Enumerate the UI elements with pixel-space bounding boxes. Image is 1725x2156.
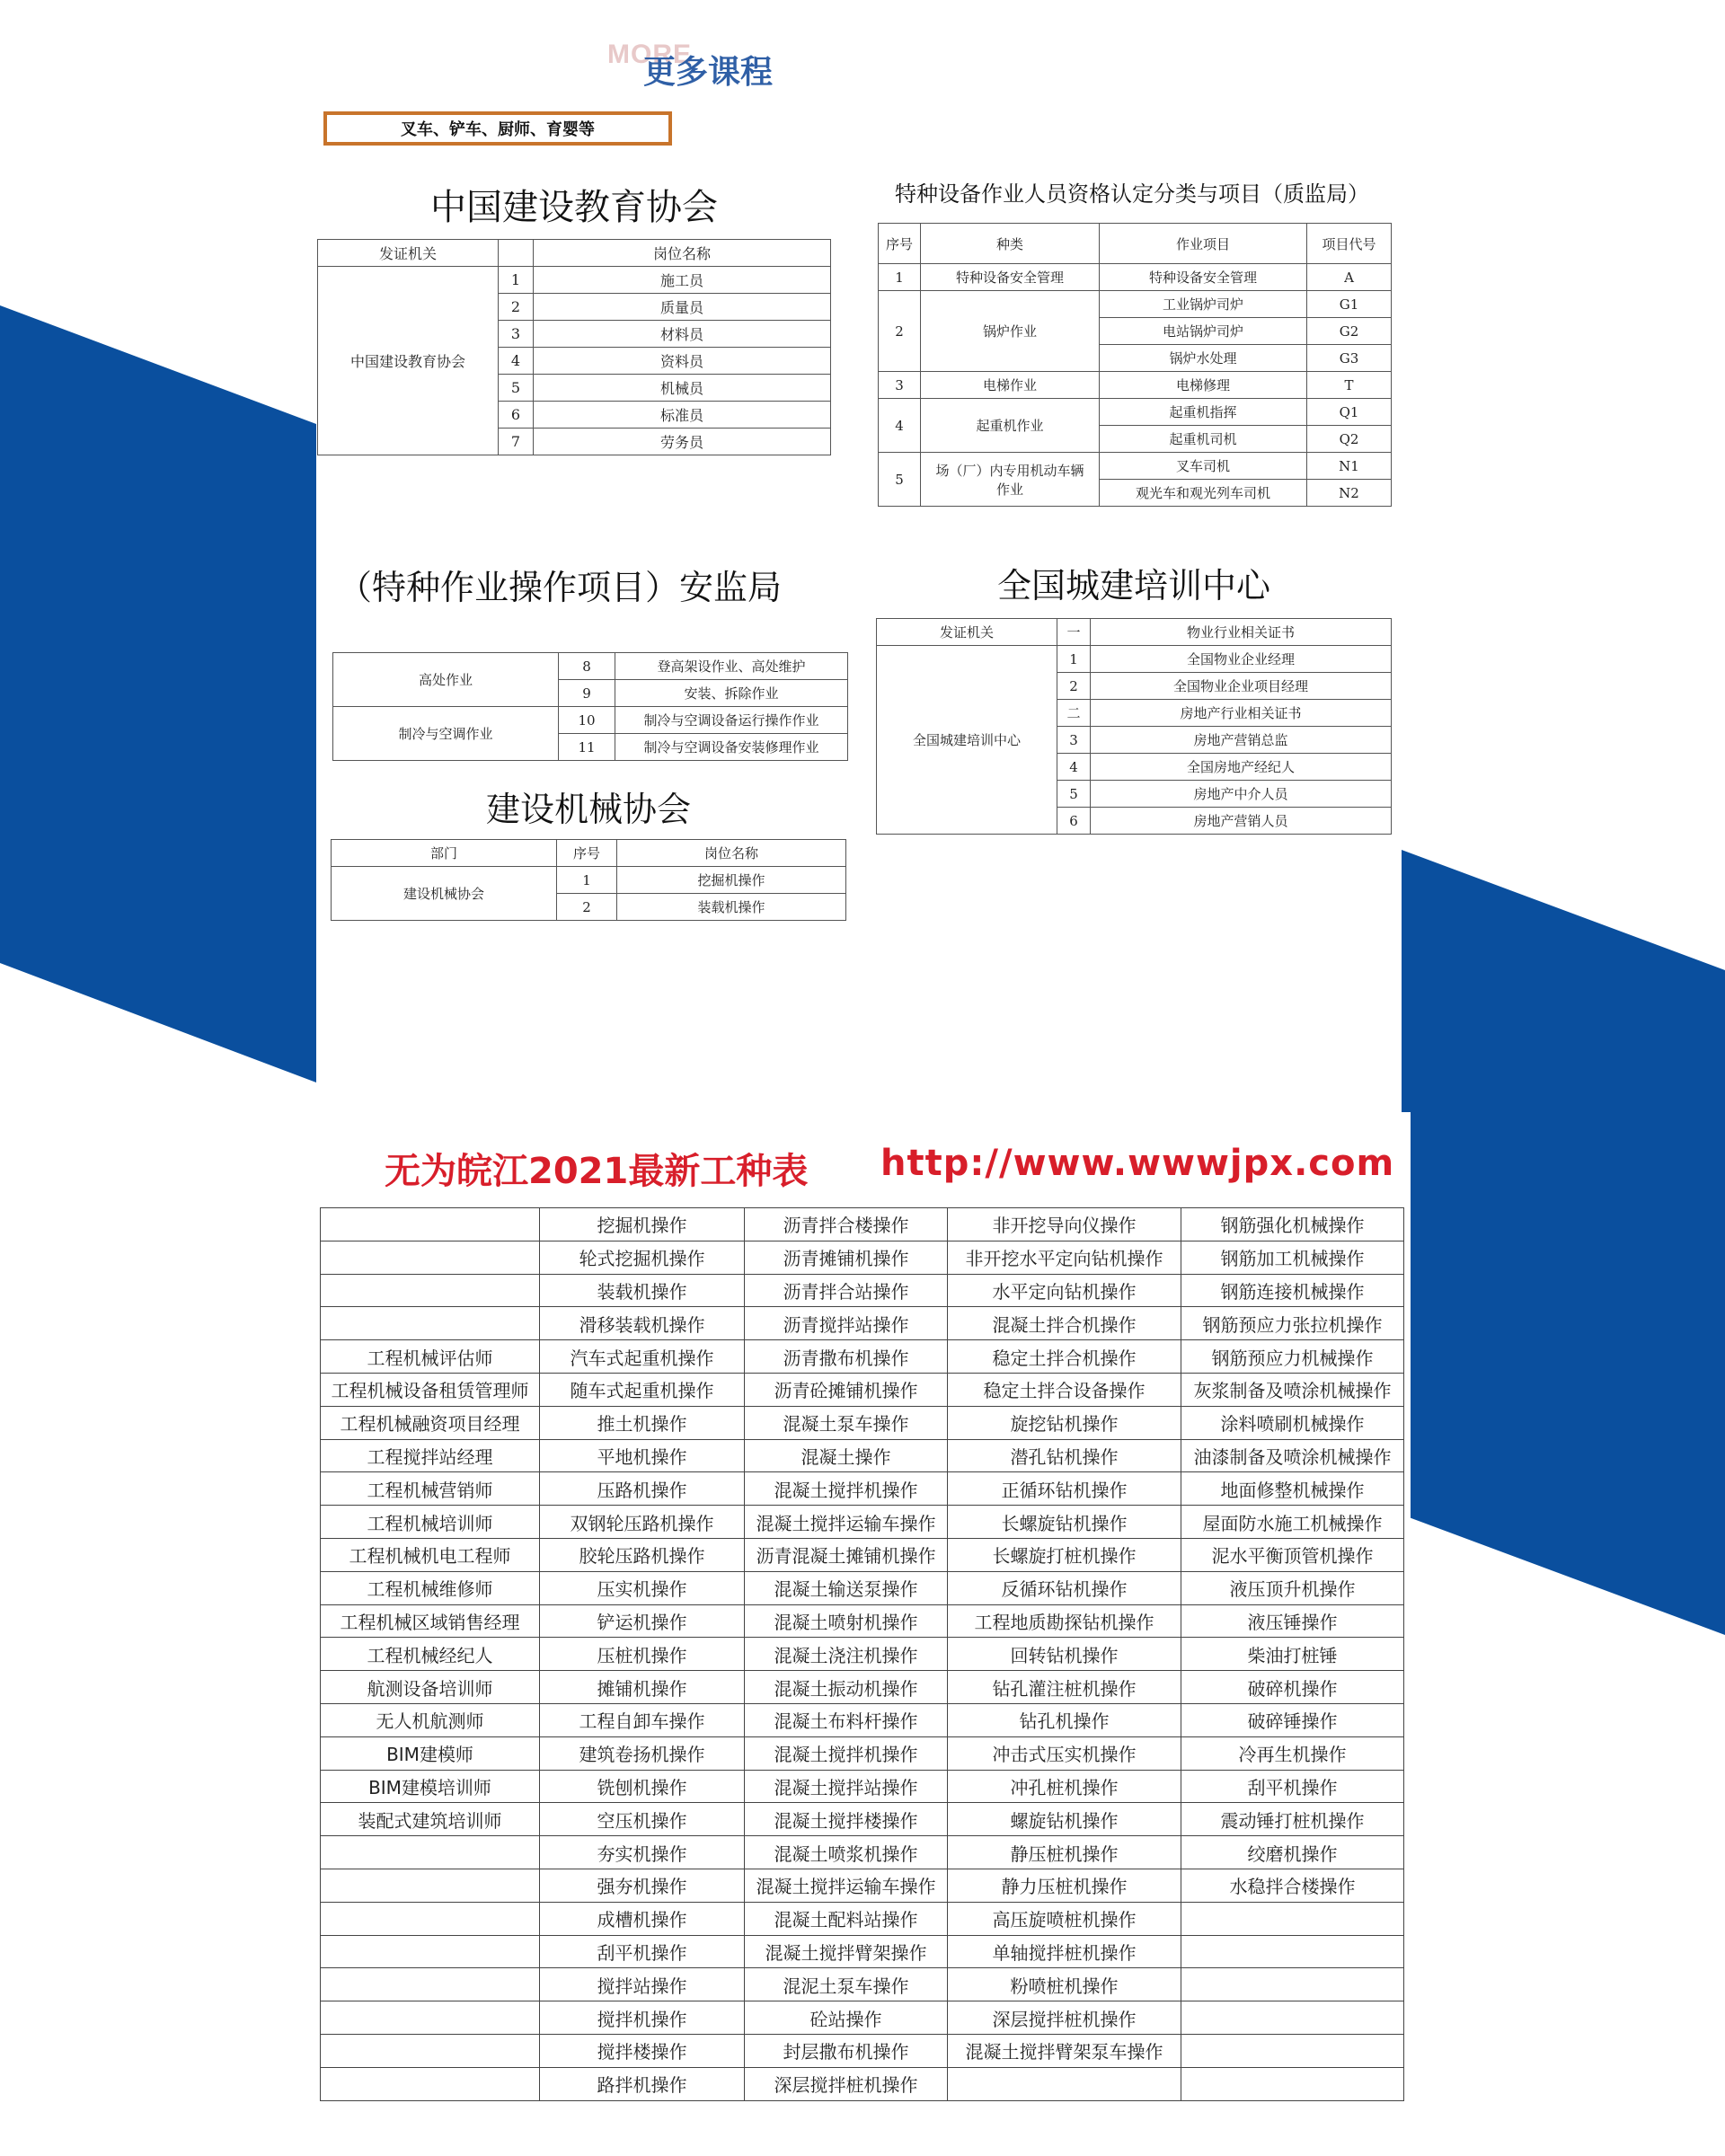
worktype-cell: 混凝土搅拌站操作	[745, 1770, 948, 1803]
code-cell: N1	[1307, 453, 1392, 480]
item-cell: 房地产营销人员	[1091, 808, 1392, 835]
worktype-cell: 搅拌站操作	[540, 1968, 745, 2001]
worktype-cell	[321, 1935, 540, 1968]
category-cell: 制冷与空调作业	[333, 707, 559, 761]
jixie-table	[331, 839, 846, 921]
worktype-cell: 双钢轮压路机操作	[540, 1506, 745, 1539]
left-blue-band	[0, 305, 316, 1082]
table-row	[321, 1307, 1404, 1340]
panel-title: 中国建设教育协会	[430, 187, 718, 228]
worktype-cell	[321, 1902, 540, 1935]
worktype-cell	[321, 1836, 540, 1869]
worktype-cell: 螺旋钻机操作	[948, 1803, 1181, 1836]
worktype-cell: 钢筋连接机械操作	[1181, 1274, 1404, 1307]
worktype-cell: 冲击式压实机操作	[948, 1736, 1181, 1770]
worktype-cell: 混凝土泵车操作	[745, 1406, 948, 1439]
header-cell: 岗位名称	[617, 840, 846, 867]
index-cell: 9	[559, 680, 615, 707]
table-row	[333, 653, 848, 680]
position-cell: 资料员	[534, 348, 831, 375]
worktype-cell: 无人机航测师	[321, 1703, 540, 1736]
worktype-cell: 工程机械机电工程师	[321, 1538, 540, 1571]
worktype-cell: 非开挖导向仪操作	[948, 1208, 1181, 1241]
table-row	[321, 1604, 1404, 1638]
header-cell: 发证机关	[877, 619, 1057, 646]
table-row	[879, 264, 1392, 291]
table-row	[321, 1638, 1404, 1671]
index-cell: 4	[499, 348, 534, 375]
worktype-cell: 工程机械设备租赁管理师	[321, 1373, 540, 1406]
worktype-cell: 灰浆制备及喷涂机械操作	[1181, 1373, 1404, 1406]
index-cell: 2	[499, 294, 534, 321]
table-row	[321, 2067, 1404, 2100]
index-cell: 5	[879, 453, 921, 507]
table-row	[321, 1439, 1404, 1472]
worktype-cell: 沥青拌合楼操作	[745, 1208, 948, 1241]
worktype-cell	[1181, 2034, 1404, 2067]
worktype-cell: 深层搅拌桩机操作	[745, 2067, 948, 2100]
code-cell: Q2	[1307, 426, 1392, 453]
table-row	[321, 1803, 1404, 1836]
worktype-cell: 稳定土拌合机操作	[948, 1340, 1181, 1374]
table-row	[321, 1770, 1404, 1803]
category-cell: 场（厂）内专用机动车辆作业	[921, 453, 1100, 507]
worktype-cell: 绞磨机操作	[1181, 1836, 1404, 1869]
worktype-cell: 旋挖钻机操作	[948, 1406, 1181, 1439]
worktype-cell	[1181, 1968, 1404, 2001]
table-row	[321, 1902, 1404, 1935]
item-cell: 物业行业相关证书	[1091, 619, 1392, 646]
worktype-cell	[321, 1241, 540, 1274]
index-cell: 3	[879, 372, 921, 399]
worktype-cell: 平地机操作	[540, 1439, 745, 1472]
worktype-cell: 混凝土喷射机操作	[745, 1604, 948, 1638]
worktype-cell: 铣刨机操作	[540, 1770, 745, 1803]
worktype-cell	[321, 2034, 540, 2067]
index-cell: 4	[879, 399, 921, 453]
panel-jixie	[329, 782, 848, 925]
item-cell: 房地产营销总监	[1091, 727, 1392, 754]
worktype-cell: 液压锤操作	[1181, 1604, 1404, 1638]
worktype-cell: 砼站操作	[745, 2001, 948, 2035]
table-row	[879, 453, 1392, 480]
worktype-cell: 泥水平衡顶管机操作	[1181, 1538, 1404, 1571]
item-cell: 起重机司机	[1100, 426, 1307, 453]
table-row	[321, 1406, 1404, 1439]
worktype-cell: 混凝土搅拌臂架泵车操作	[948, 2034, 1181, 2067]
position-cell: 挖掘机操作	[617, 867, 846, 894]
worktype-cell: 胶轮压路机操作	[540, 1538, 745, 1571]
worktype-cell: 混凝土浇注机操作	[745, 1638, 948, 1671]
table-row	[321, 2034, 1404, 2067]
item-cell: 制冷与空调设备安装修理作业	[615, 734, 848, 761]
index-cell: 6	[499, 402, 534, 429]
worktype-cell: 工程机械经纪人	[321, 1638, 540, 1671]
worktype-cell: 航测设备培训师	[321, 1671, 540, 1704]
item-cell: 全国房地产经纪人	[1091, 754, 1392, 781]
index-cell: 2	[879, 291, 921, 372]
header-cell: 序号	[557, 840, 617, 867]
worktype-cell: 成槽机操作	[540, 1902, 745, 1935]
worktype-cell: 钻孔机操作	[948, 1703, 1181, 1736]
index-cell: 2	[1057, 673, 1091, 700]
table-row	[321, 1571, 1404, 1604]
position-cell: 机械员	[534, 375, 831, 402]
worktype-cell: 混凝土搅拌楼操作	[745, 1803, 948, 1836]
code-cell: G1	[1307, 291, 1392, 318]
worktype-cell: 回转钻机操作	[948, 1638, 1181, 1671]
header-cell: 部门	[332, 840, 557, 867]
worktype-cell	[321, 1307, 540, 1340]
header-cell: 序号	[879, 224, 921, 264]
worktype-cell: 推土机操作	[540, 1406, 745, 1439]
worktype-cell: 挖掘机操作	[540, 1208, 745, 1241]
worktype-cell: 工程机械融资项目经理	[321, 1406, 540, 1439]
worktype-cell: 混泥土泵车操作	[745, 1968, 948, 2001]
header-cell: 项目代号	[1307, 224, 1392, 264]
worktype-cell: 潜孔钻机操作	[948, 1439, 1181, 1472]
position-cell: 劳务员	[534, 429, 831, 455]
worktype-cell: 工程地质勘探钻机操作	[948, 1604, 1181, 1638]
table-row	[879, 372, 1392, 399]
worktype-cell: 反循环钻机操作	[948, 1571, 1181, 1604]
code-cell: G2	[1307, 318, 1392, 345]
worktype-cell: 随车式起重机操作	[540, 1373, 745, 1406]
position-cell: 质量员	[534, 294, 831, 321]
index-cell: 4	[1057, 754, 1091, 781]
worktype-cell: 沥青混凝土摊铺机操作	[745, 1538, 948, 1571]
category-cell: 电梯作业	[921, 372, 1100, 399]
worktype-cell: 长螺旋打桩机操作	[948, 1538, 1181, 1571]
worktype-cell: 屋面防水施工机械操作	[1181, 1506, 1404, 1539]
worktype-cell: 压实机操作	[540, 1571, 745, 1604]
table-row	[321, 1373, 1404, 1406]
worktype-cell: 静力压桩机操作	[948, 1869, 1181, 1902]
worktype-cell: 柴油打桩锤	[1181, 1638, 1404, 1671]
worktype-cell: 空压机操作	[540, 1803, 745, 1836]
index-cell: 1	[1057, 646, 1091, 673]
worktype-cell: 滑移装载机操作	[540, 1307, 745, 1340]
worktype-cell	[321, 1274, 540, 1307]
worktype-cell: 工程机械评估师	[321, 1340, 540, 1374]
index-cell: 11	[559, 734, 615, 761]
index-cell: 3	[499, 321, 534, 348]
worktype-cell: 工程机械维修师	[321, 1571, 540, 1604]
worktype-cell: 混凝土振动机操作	[745, 1671, 948, 1704]
worktype-cell: 混凝土配料站操作	[745, 1902, 948, 1935]
worktype-cell: 工程机械区域销售经理	[321, 1604, 540, 1638]
table-row	[321, 1703, 1404, 1736]
worktype-cell: 混凝土输送泵操作	[745, 1571, 948, 1604]
worktype-cell	[321, 2067, 540, 2100]
worktype-cell: 刮平机操作	[540, 1935, 745, 1968]
item-cell: 安装、拆除作业	[615, 680, 848, 707]
worktype-cell: 混凝土搅拌机操作	[745, 1472, 948, 1506]
index-cell: 二	[1057, 700, 1091, 727]
item-cell: 电梯修理	[1100, 372, 1307, 399]
worktype-cell: 压桩机操作	[540, 1638, 745, 1671]
worktype-cell: 沥青砼摊铺机操作	[745, 1373, 948, 1406]
table-row	[877, 646, 1392, 673]
table-row	[321, 1538, 1404, 1571]
worktype-cell: 地面修整机械操作	[1181, 1472, 1404, 1506]
jianshe-table	[317, 239, 831, 455]
index-cell: 8	[559, 653, 615, 680]
worktype-cell: 搅拌机操作	[540, 2001, 745, 2035]
panel-title: 建设机械协会	[485, 790, 691, 829]
worktype-cell: 稳定土拌合设备操作	[948, 1373, 1181, 1406]
item-cell: 登高架设作业、高处维护	[615, 653, 848, 680]
worktype-cell: 静压桩机操作	[948, 1836, 1181, 1869]
worktype-cell: 破碎机操作	[1181, 1671, 1404, 1704]
org-cell: 全国城建培训中心	[877, 646, 1057, 835]
worktype-cell: 钢筋预应力张拉机操作	[1181, 1307, 1404, 1340]
table-header-row	[877, 619, 1392, 646]
org-cell: 建设机械协会	[332, 867, 557, 921]
panel-tezhong	[877, 165, 1393, 528]
index-cell: 5	[499, 375, 534, 402]
code-cell: N2	[1307, 480, 1392, 507]
worktype-cell: 轮式挖掘机操作	[540, 1241, 745, 1274]
worktype-cell: BIM建模师	[321, 1736, 540, 1770]
category-cell: 锅炉作业	[921, 291, 1100, 372]
anjian-table	[332, 652, 848, 761]
worktype-cell	[321, 1208, 540, 1241]
worktype-cell	[1181, 2067, 1404, 2100]
worktype-cell: 混凝土搅拌运输车操作	[745, 1506, 948, 1539]
worktype-cell: 夯实机操作	[540, 1836, 745, 1869]
code-cell: A	[1307, 264, 1392, 291]
worktype-cell	[1181, 2001, 1404, 2035]
worktype-cell: 强夯机操作	[540, 1869, 745, 1902]
index-cell: 10	[559, 707, 615, 734]
worktype-cell: 沥青撒布机操作	[745, 1340, 948, 1374]
item-cell: 房地产中介人员	[1091, 781, 1392, 808]
panel-title: 全国城建培训中心	[996, 566, 1270, 605]
table-row	[879, 399, 1392, 426]
worktype-cell: 破碎锤操作	[1181, 1703, 1404, 1736]
index-cell: 1	[879, 264, 921, 291]
worktype-cell: 摊铺机操作	[540, 1671, 745, 1704]
worktype-table	[320, 1207, 1404, 2101]
worktype-cell: 装载机操作	[540, 1274, 745, 1307]
worktype-cell: 混凝土操作	[745, 1439, 948, 1472]
table-row	[321, 1836, 1404, 1869]
panel-title: （特种作业操作项目）安监局	[338, 568, 783, 607]
table-row	[321, 1506, 1404, 1539]
worktype-cell: 工程机械培训师	[321, 1506, 540, 1539]
index-cell: 6	[1057, 808, 1091, 835]
worktype-cell: 搅拌楼操作	[540, 2034, 745, 2067]
worktype-cell: 油漆制备及喷涂机械操作	[1181, 1439, 1404, 1472]
item-cell: 起重机指挥	[1100, 399, 1307, 426]
table-row	[321, 1736, 1404, 1770]
worktype-cell: 压路机操作	[540, 1472, 745, 1506]
worktype-cell: 装配式建筑培训师	[321, 1803, 540, 1836]
code-cell: G3	[1307, 345, 1392, 372]
worktype-cell: 单轴搅拌桩机操作	[948, 1935, 1181, 1968]
chengjian-table	[876, 618, 1392, 835]
table-row	[879, 291, 1392, 318]
header-cell: 岗位名称	[534, 240, 831, 267]
worktype-cell: 混凝土搅拌运输车操作	[745, 1869, 948, 1902]
worktype-cell: 粉喷桩机操作	[948, 1968, 1181, 2001]
website-link[interactable]: http://www.wwwjpx.com	[880, 1143, 1395, 1184]
index-cell: 7	[499, 429, 534, 455]
table-row	[321, 1935, 1404, 1968]
code-cell: T	[1307, 372, 1392, 399]
index-cell: 3	[1057, 727, 1091, 754]
worktype-cell: 混凝土拌合机操作	[948, 1307, 1181, 1340]
worktype-cell: 涂料喷刷机械操作	[1181, 1406, 1404, 1439]
header-cell: 发证机关	[318, 240, 499, 267]
item-cell: 工业锅炉司炉	[1100, 291, 1307, 318]
worktype-cell	[321, 1968, 540, 2001]
worktype-cell: 钢筋预应力机械操作	[1181, 1340, 1404, 1374]
header-cell	[499, 240, 534, 267]
worktype-cell: BIM建模培训师	[321, 1770, 540, 1803]
item-cell: 电站锅炉司炉	[1100, 318, 1307, 345]
tezhong-table	[878, 223, 1392, 507]
index-cell: 5	[1057, 781, 1091, 808]
worktype-title: 无为皖江2021最新工种表	[385, 1151, 809, 1192]
item-cell: 全国物业企业经理	[1091, 646, 1392, 673]
item-cell: 锅炉水处理	[1100, 345, 1307, 372]
org-cell: 中国建设教育协会	[318, 267, 499, 455]
worktype-cell: 钢筋强化机械操作	[1181, 1208, 1404, 1241]
panel-anjian	[331, 555, 850, 755]
table-row	[321, 1472, 1404, 1506]
header-cell: 种类	[921, 224, 1100, 264]
category-tag[interactable]: 叉车、铲车、厨师、育婴等	[323, 111, 672, 146]
header-title[interactable]: 更多课程	[643, 54, 774, 91]
worktype-cell: 长螺旋钻机操作	[948, 1506, 1181, 1539]
worktype-cell: 建筑卷扬机操作	[540, 1736, 745, 1770]
worktype-cell: 水平定向钻机操作	[948, 1274, 1181, 1307]
worktype-cell: 混凝土布料杆操作	[745, 1703, 948, 1736]
table-row	[321, 2001, 1404, 2035]
worktype-cell: 高压旋喷桩机操作	[948, 1902, 1181, 1935]
worktype-cell: 工程搅拌站经理	[321, 1439, 540, 1472]
worktype-cell: 刮平机操作	[1181, 1770, 1404, 1803]
panel-title: 特种设备作业人员资格认定分类与项目（质监局）	[895, 181, 1369, 207]
worktype-cell: 路拌机操作	[540, 2067, 745, 2100]
table-row	[321, 1671, 1404, 1704]
worktype-cell: 震动锤打桩机操作	[1181, 1803, 1404, 1836]
item-cell: 全国物业企业项目经理	[1091, 673, 1392, 700]
worktype-cell	[948, 2067, 1181, 2100]
position-cell: 施工员	[534, 267, 831, 294]
table-row	[318, 267, 831, 294]
panel-jianshe	[316, 176, 832, 469]
header-cell: 作业项目	[1100, 224, 1307, 264]
item-cell: 房地产行业相关证书	[1091, 700, 1392, 727]
item-cell: 观光车和观光列车司机	[1100, 480, 1307, 507]
worktype-cell: 混凝土喷浆机操作	[745, 1836, 948, 1869]
worktype-cell: 沥青拌合站操作	[745, 1274, 948, 1307]
index-cell: 一	[1057, 619, 1091, 646]
header-more-text: MORE	[607, 40, 692, 69]
category-cell: 高处作业	[333, 653, 559, 707]
worktype-cell: 正循环钻机操作	[948, 1472, 1181, 1506]
worktype-cell	[1181, 1902, 1404, 1935]
table-row	[333, 707, 848, 734]
worktype-cell: 非开挖水平定向钻机操作	[948, 1241, 1181, 1274]
table-row	[321, 1274, 1404, 1307]
table-row	[321, 1869, 1404, 1902]
table-header-row	[332, 840, 846, 867]
worktype-cell: 水稳拌合楼操作	[1181, 1869, 1404, 1902]
table-row	[321, 1968, 1404, 2001]
worktype-cell: 冷再生机操作	[1181, 1736, 1404, 1770]
worktype-cell: 沥青搅拌站操作	[745, 1307, 948, 1340]
worktype-cell: 冲孔桩机操作	[948, 1770, 1181, 1803]
worktype-cell: 混凝土搅拌机操作	[745, 1736, 948, 1770]
position-cell: 标准员	[534, 402, 831, 429]
position-cell: 装载机操作	[617, 894, 846, 921]
panel-chengjian	[875, 553, 1393, 846]
worktype-cell: 沥青摊铺机操作	[745, 1241, 948, 1274]
worktype-cell: 封层撒布机操作	[745, 2034, 948, 2067]
right-blue-band	[1402, 850, 1725, 1635]
item-cell: 叉车司机	[1100, 453, 1307, 480]
worktype-cell: 钻孔灌注桩机操作	[948, 1671, 1181, 1704]
index-cell: 2	[557, 894, 617, 921]
table-row	[321, 1241, 1404, 1274]
table-row	[321, 1208, 1404, 1241]
position-cell: 材料员	[534, 321, 831, 348]
worktype-cell: 钢筋加工机械操作	[1181, 1241, 1404, 1274]
category-cell: 特种设备安全管理	[921, 264, 1100, 291]
table-header-row	[318, 240, 831, 267]
index-cell: 1	[499, 267, 534, 294]
table-header-row	[879, 224, 1392, 264]
table-row	[321, 1340, 1404, 1374]
category-cell: 起重机作业	[921, 399, 1100, 453]
item-cell: 特种设备安全管理	[1100, 264, 1307, 291]
worktype-cell: 混凝土搅拌臂架操作	[745, 1935, 948, 1968]
index-cell: 1	[557, 867, 617, 894]
worktype-cell: 工程机械营销师	[321, 1472, 540, 1506]
worktype-cell: 工程自卸车操作	[540, 1703, 745, 1736]
item-cell: 制冷与空调设备运行操作作业	[615, 707, 848, 734]
worktype-cell: 深层搅拌桩机操作	[948, 2001, 1181, 2035]
code-cell: Q1	[1307, 399, 1392, 426]
worktype-cell: 液压顶升机操作	[1181, 1571, 1404, 1604]
worktype-cell	[321, 2001, 540, 2035]
table-row	[332, 867, 846, 894]
worktype-cell: 汽车式起重机操作	[540, 1340, 745, 1374]
worktype-cell	[1181, 1935, 1404, 1968]
worktype-cell: 铲运机操作	[540, 1604, 745, 1638]
worktype-cell	[321, 1869, 540, 1902]
